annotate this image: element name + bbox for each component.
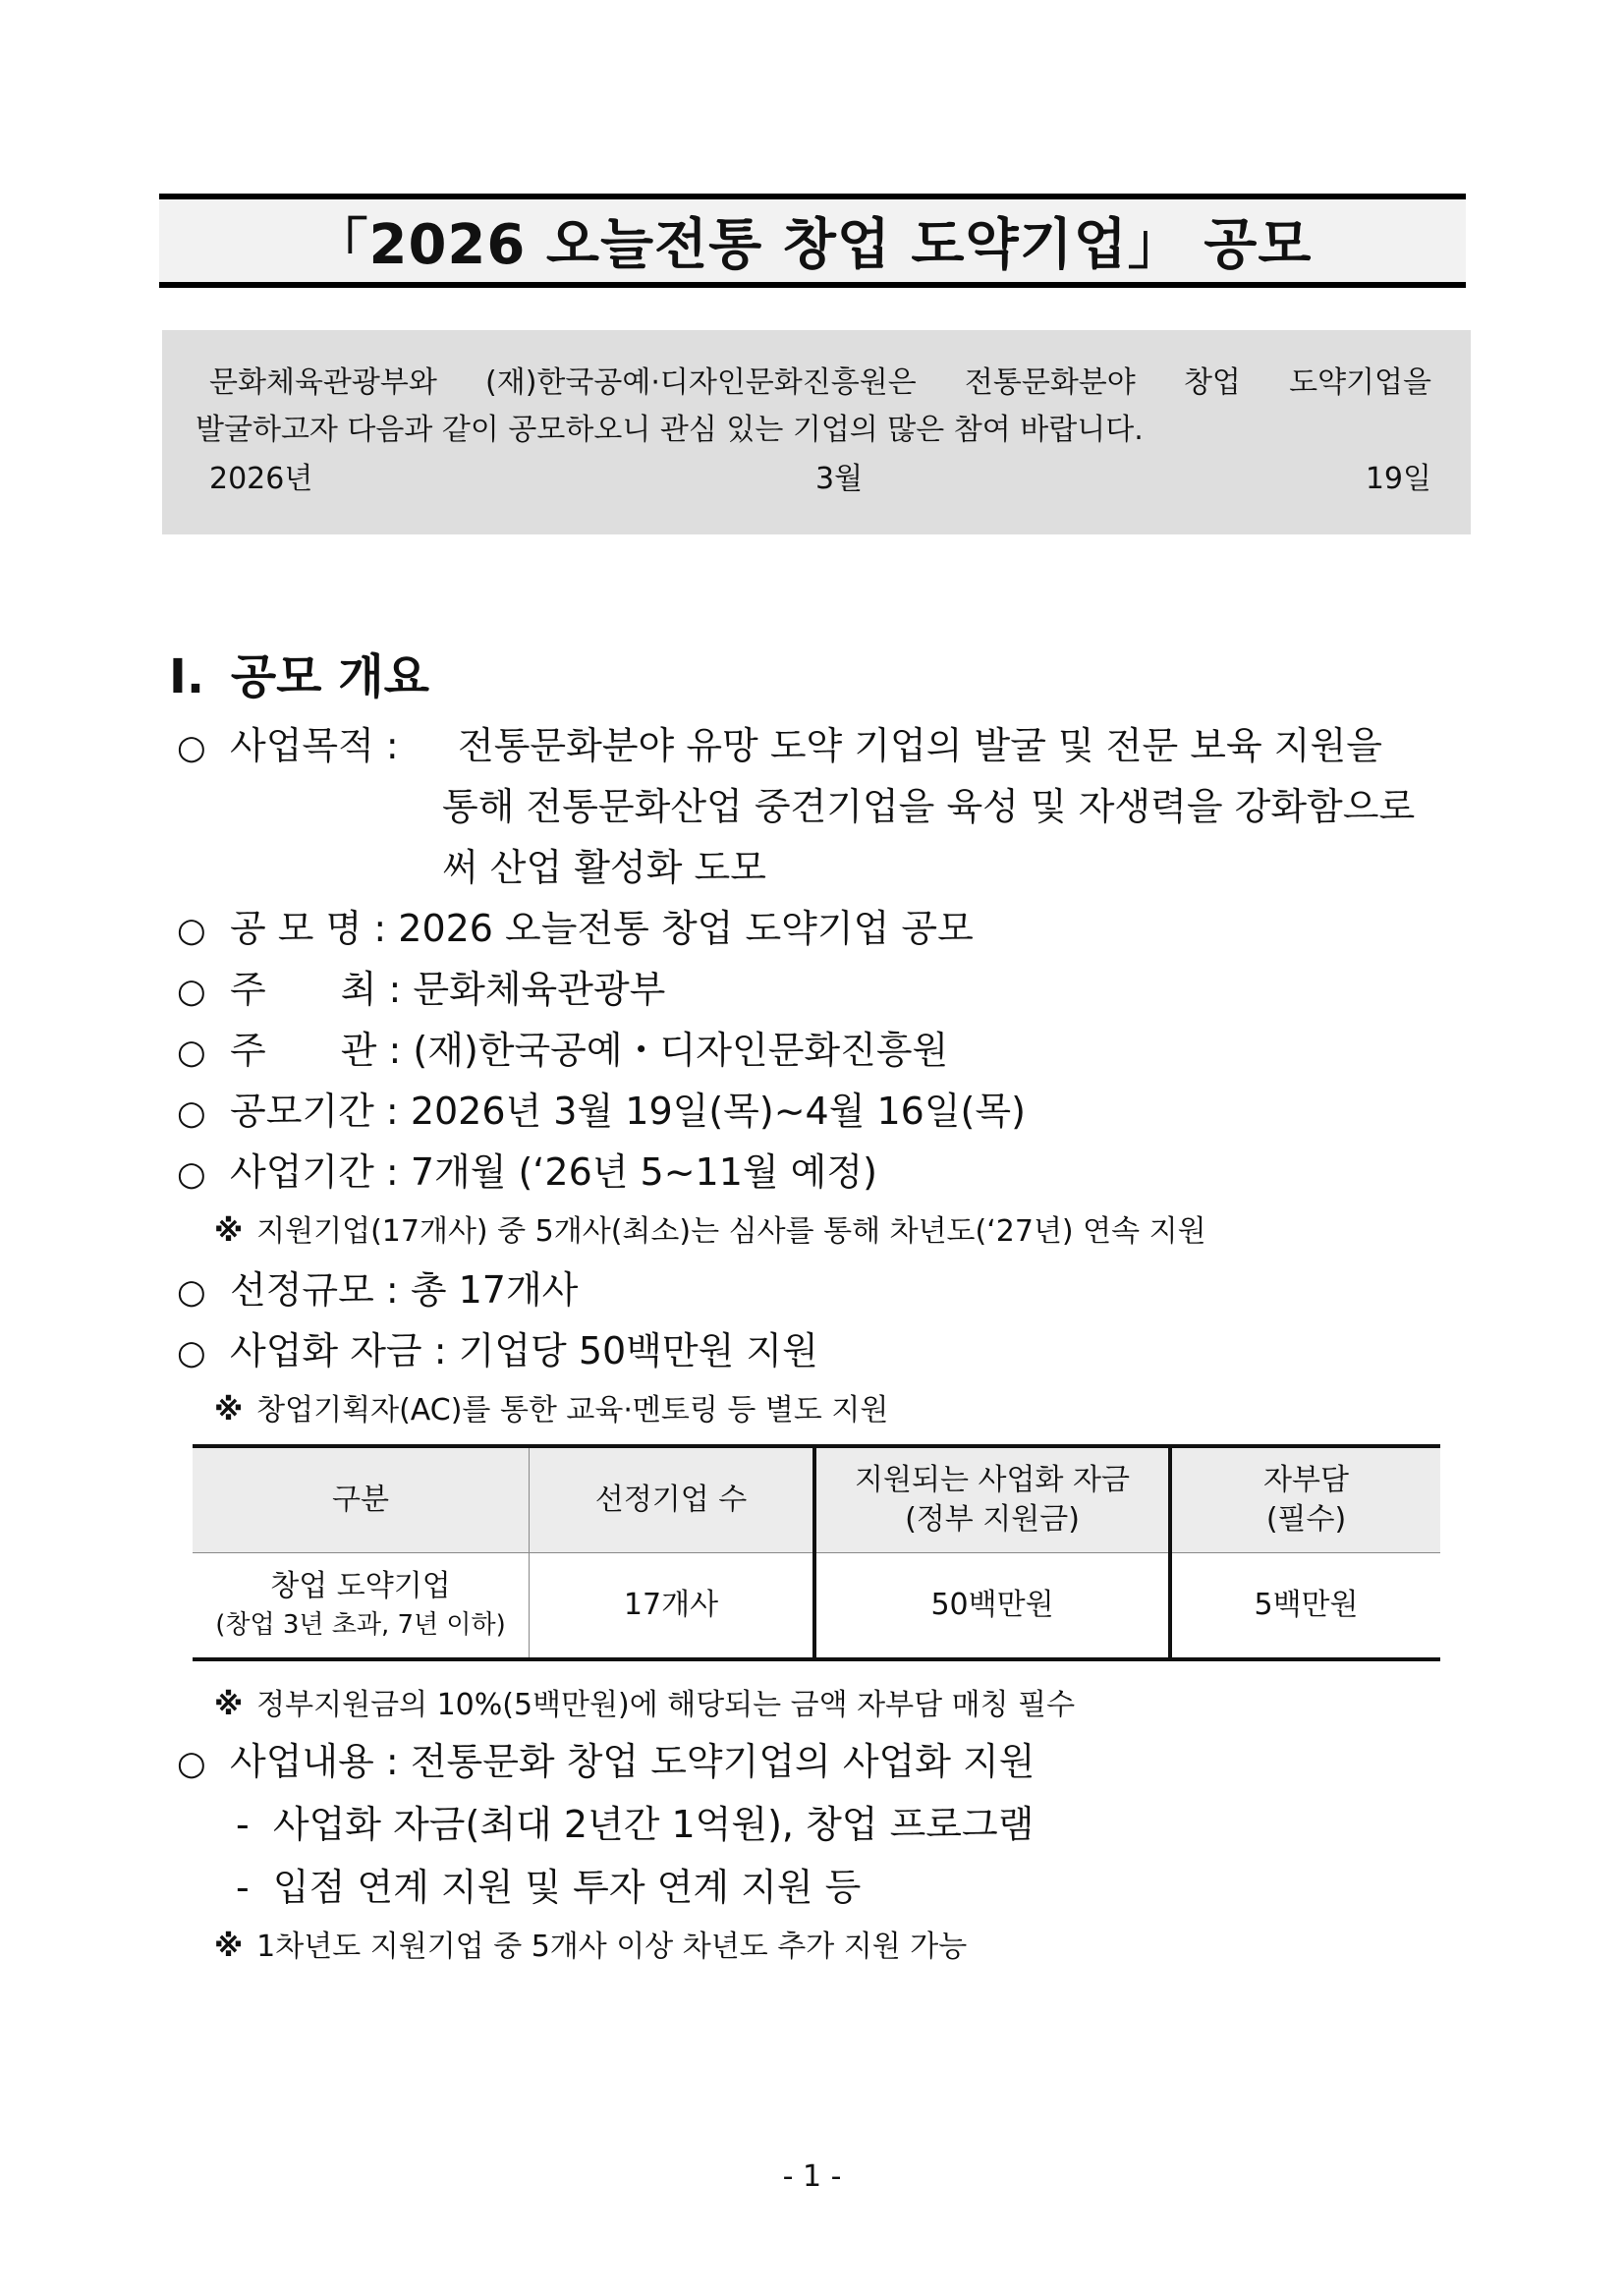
note-mark: ※ <box>214 1214 244 1249</box>
intro-line-1: 문화체육관광부와 (재)한국공예·디자인문화진흥원은 전통문화분야 창업 도약기업을 <box>209 365 1431 400</box>
period-value: 2026년 3월 19일(목)∼4월 16일(목) <box>410 1090 1026 1133</box>
note-mark: ※ <box>214 1930 244 1964</box>
content-sub-2-text: 입점 연계 지원 및 투자 연계 지원 등 <box>272 1866 862 1909</box>
intro-line-2: 발굴하고자 다음과 같이 공모하오니 관심 있는 기업의 많은 참여 바랍니다. <box>196 413 1144 447</box>
biz-period-value: 7개월 (‘26년 5~11월 예정) <box>410 1150 877 1194</box>
note-2-text: 창업기획자(AC)를 통한 교육·멘토링 등 별도 지원 <box>256 1393 889 1428</box>
content-label: 사업내용 : <box>230 1740 399 1783</box>
table-header-row <box>193 1446 1440 1553</box>
name-row <box>177 898 974 952</box>
bullet-circle: ○ <box>177 1333 206 1372</box>
note-mark: ※ <box>214 1393 244 1428</box>
note-4 <box>214 1922 967 1965</box>
content-row <box>177 1731 1035 1785</box>
intro-box <box>162 330 1471 534</box>
title-bar <box>159 194 1466 288</box>
period-row <box>177 1081 1026 1135</box>
scale-value: 총 17개사 <box>410 1268 579 1312</box>
note-4-text: 1차년도 지원기업 중 5개사 이상 차년도 추가 지원 가능 <box>256 1930 968 1964</box>
table-header: 선정기업 수 <box>530 1446 815 1553</box>
scale-label: 선정규모 : <box>230 1268 399 1312</box>
note-3-text: 정부지원금의 10%(5백만원)에 해당되는 금액 자부담 매칭 필수 <box>256 1688 1076 1722</box>
purpose-line-1: 전통문화분야 유망 도약 기업의 발굴 및 전문 보육 지원을 <box>458 724 1382 767</box>
note-3 <box>214 1680 1075 1723</box>
period-label: 공모기간 : <box>230 1090 399 1133</box>
bullet-circle: ○ <box>177 1272 206 1312</box>
bullet-circle: ○ <box>177 911 206 950</box>
fund-value: 기업당 50백만원 지원 <box>458 1329 818 1372</box>
table-cell-fund: 50백만원 <box>814 1553 1170 1660</box>
organizer-label: 주 관 : <box>230 1029 402 1072</box>
purpose-line-2: 통해 전통문화산업 중견기업을 육성 및 자생력을 강화함으로 <box>442 785 1416 828</box>
purpose-line-3: 써 산업 활성화 도모 <box>442 846 766 889</box>
document-title: 「2026 오늘전통 창업 도약기업」 공모 <box>312 213 1313 277</box>
table-cell-type: 창업 도약기업 (창업 3년 초과, 7년 이하) <box>193 1553 530 1660</box>
bullet-circle: ○ <box>177 1744 206 1783</box>
note-2 <box>214 1385 888 1428</box>
content-sub-2 <box>236 1857 861 1911</box>
intro-date: 2026년 3월 19일 <box>209 462 1431 496</box>
bullet-circle: ○ <box>177 728 206 767</box>
scale-row <box>177 1260 578 1314</box>
bullet-circle: ○ <box>177 1154 206 1194</box>
table-header: 지원되는 사업화 자금 (정부 지원금) <box>814 1446 1170 1553</box>
table-row <box>193 1553 1440 1660</box>
table-header: 구분 <box>193 1446 530 1553</box>
organizer-row <box>177 1020 948 1074</box>
section-heading <box>169 639 429 706</box>
table-header: 자부담 (필수) <box>1170 1446 1440 1553</box>
table-cell-self: 5백만원 <box>1170 1553 1440 1660</box>
purpose-row <box>177 715 399 769</box>
note-1 <box>214 1206 1206 1250</box>
content-sub-1-text: 사업화 자금(최대 2년간 1억원), 창업 프로그램 <box>272 1803 1035 1846</box>
dash: - <box>236 1866 250 1909</box>
content-sub-1 <box>236 1794 1034 1848</box>
purpose-label: 사업목적 : <box>230 724 399 767</box>
biz-period-row <box>177 1142 877 1196</box>
host-value: 문화체육관광부 <box>413 968 666 1011</box>
host-label: 주 최 : <box>230 968 402 1011</box>
bullet-circle: ○ <box>177 1033 206 1072</box>
support-table <box>193 1444 1440 1661</box>
bullet-circle: ○ <box>177 972 206 1011</box>
table-cell-count: 17개사 <box>530 1553 815 1660</box>
section-number: Ⅰ. <box>169 649 205 704</box>
fund-label: 사업화 자금 : <box>230 1329 447 1372</box>
page-number: - 1 - <box>782 2159 842 2194</box>
biz-period-label: 사업기간 : <box>230 1150 399 1194</box>
content-value: 전통문화 창업 도약기업의 사업화 지원 <box>410 1740 1036 1783</box>
name-label: 공 모 명 : <box>230 907 387 950</box>
host-row <box>177 959 665 1013</box>
note-mark: ※ <box>214 1688 244 1722</box>
name-value: 2026 오늘전통 창업 도약기업 공모 <box>398 907 974 950</box>
note-1-text: 지원기업(17개사) 중 5개사(최소)는 심사를 통해 차년도(‘27년) 연속 지원 <box>256 1214 1206 1249</box>
bullet-circle: ○ <box>177 1093 206 1133</box>
fund-row <box>177 1320 818 1374</box>
organizer-value: (재)한국공예・디자인문화진흥원 <box>413 1029 949 1072</box>
dash: - <box>236 1803 250 1846</box>
section-title: 공모 개요 <box>230 649 429 704</box>
